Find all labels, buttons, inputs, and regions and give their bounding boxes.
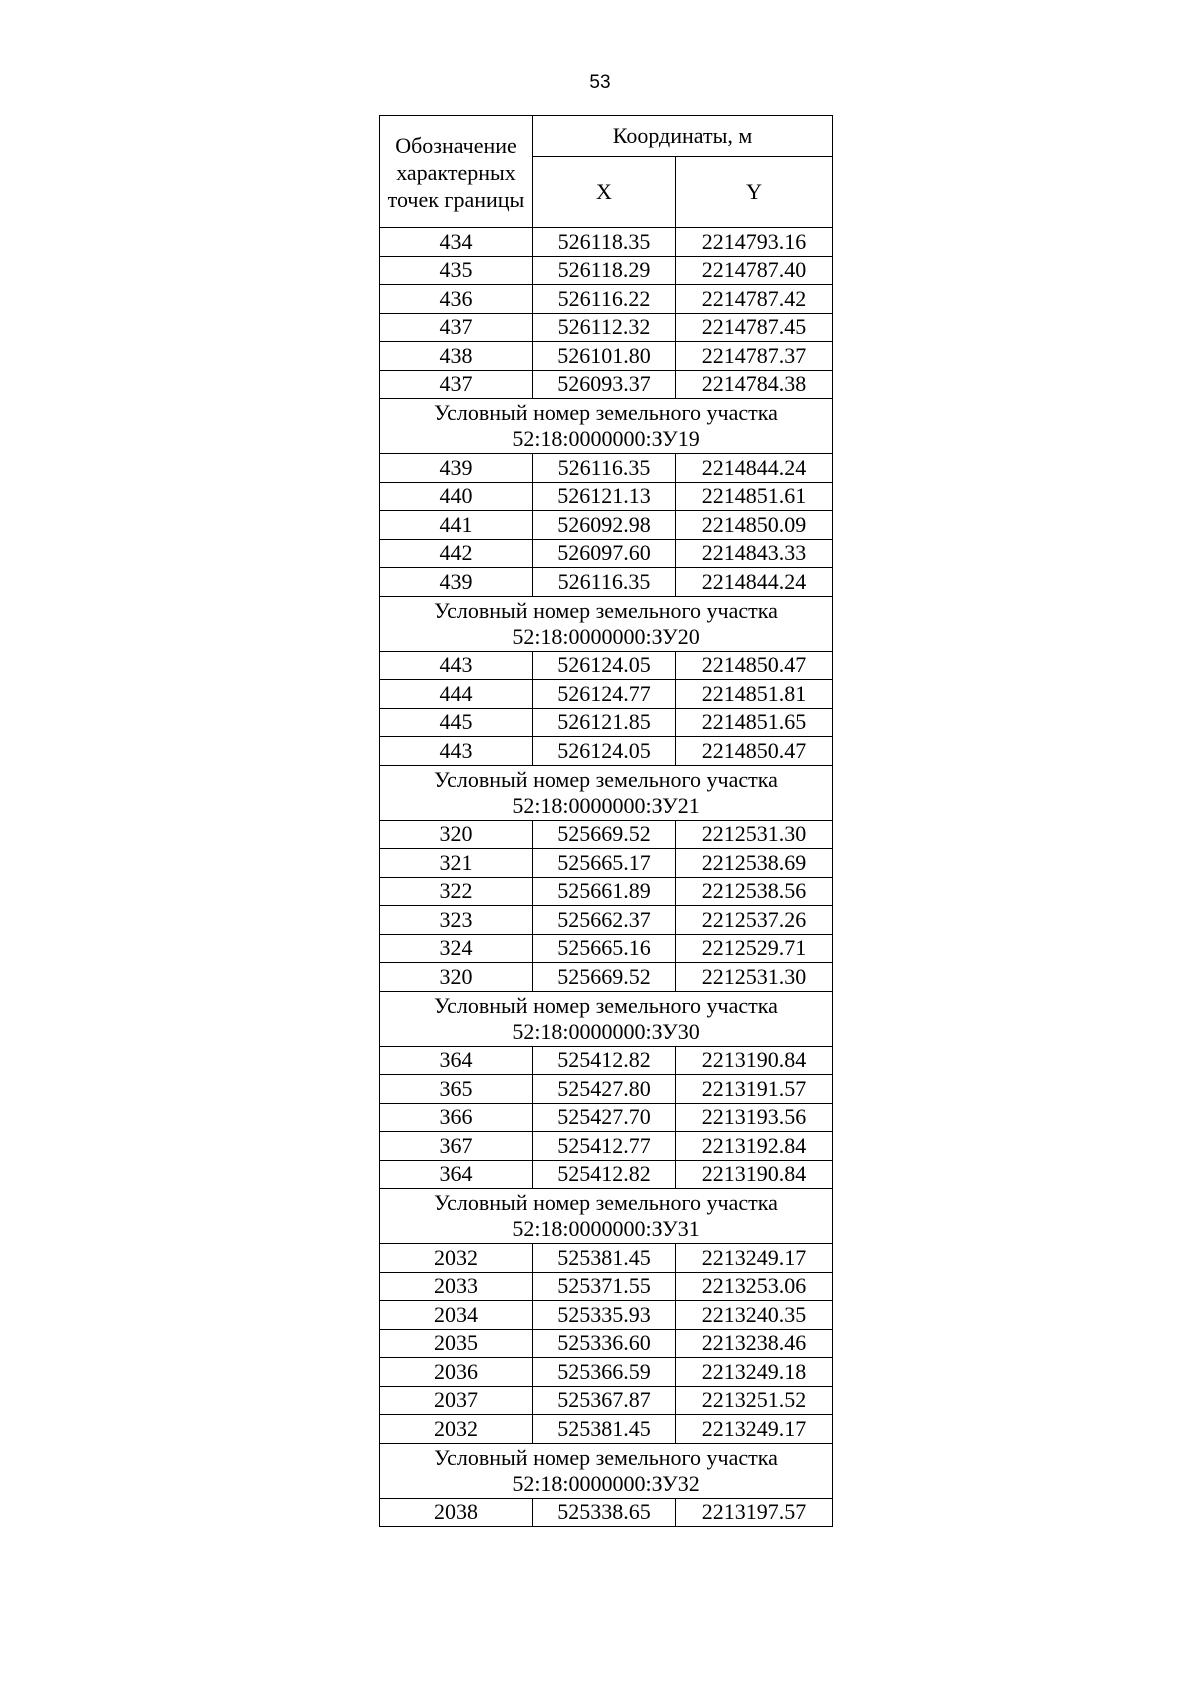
x-cell: 525412.82: [533, 1160, 676, 1189]
y-cell: 2214850.09: [676, 511, 833, 540]
table-row: [380, 1075, 833, 1104]
table-row: [380, 1272, 833, 1301]
y-cell: 2213238.46: [676, 1329, 833, 1358]
y-cell: 2213190.84: [676, 1160, 833, 1189]
table-row: [380, 934, 833, 963]
y-cell: 2214850.47: [676, 651, 833, 680]
point-cell: 435: [380, 256, 533, 285]
table-row: [380, 482, 833, 511]
section-prefix: Условный номер земельного участка: [434, 400, 778, 425]
point-cell: 2032: [380, 1244, 533, 1273]
y-cell: 2213249.17: [676, 1244, 833, 1273]
section-cadastral-number: 52:18:0000000:ЗУ20: [512, 623, 700, 649]
x-cell: 526121.85: [533, 708, 676, 737]
x-cell: 526093.37: [533, 370, 676, 399]
x-cell: 525661.89: [533, 877, 676, 906]
x-cell: 525669.52: [533, 963, 676, 992]
x-cell: 525338.65: [533, 1498, 676, 1527]
point-cell: 438: [380, 342, 533, 371]
point-cell: 323: [380, 906, 533, 935]
y-cell: 2214851.61: [676, 482, 833, 511]
table-row: [380, 256, 833, 285]
table-row: [380, 1329, 833, 1358]
y-cell: 2214844.24: [676, 454, 833, 483]
table-row: [380, 651, 833, 680]
point-cell: 321: [380, 849, 533, 878]
y-cell: 2212538.56: [676, 877, 833, 906]
y-cell: 2212531.30: [676, 820, 833, 849]
section-cadastral-number: 52:18:0000000:ЗУ19: [512, 426, 700, 451]
point-cell: 2033: [380, 1272, 533, 1301]
section-prefix: Условный номер земельного участка: [434, 1444, 778, 1470]
table-row: [380, 568, 833, 597]
table-row: [380, 228, 833, 257]
y-cell: 2213197.57: [676, 1498, 833, 1527]
header-x: X: [533, 157, 676, 228]
point-cell: 320: [380, 963, 533, 992]
header-coordinates: Координаты, м: [533, 116, 833, 157]
y-cell: 2213249.17: [676, 1415, 833, 1444]
point-cell: 436: [380, 285, 533, 314]
y-cell: 2213193.56: [676, 1103, 833, 1132]
point-cell: 444: [380, 680, 533, 709]
table-row: [380, 1103, 833, 1132]
y-cell: 2214851.65: [676, 708, 833, 737]
x-cell: 525427.70: [533, 1103, 676, 1132]
x-cell: 525371.55: [533, 1272, 676, 1301]
point-cell: 437: [380, 313, 533, 342]
table-row: [380, 708, 833, 737]
x-cell: 526112.32: [533, 313, 676, 342]
table-row: [380, 1046, 833, 1075]
point-cell: 364: [380, 1160, 533, 1189]
point-cell: 364: [380, 1046, 533, 1075]
y-cell: 2214850.47: [676, 737, 833, 766]
table-row: [380, 342, 833, 371]
section-row: [380, 1189, 833, 1244]
section-prefix: Условный номер земельного участка: [434, 1190, 778, 1215]
x-cell: 526118.29: [533, 256, 676, 285]
y-cell: 2214843.33: [676, 539, 833, 568]
y-cell: 2212529.71: [676, 934, 833, 963]
table-row: [380, 963, 833, 992]
point-cell: 2036: [380, 1358, 533, 1387]
y-cell: 2213240.35: [676, 1301, 833, 1330]
x-cell: 525412.82: [533, 1046, 676, 1075]
point-cell: 365: [380, 1075, 533, 1104]
section-title: [380, 1443, 833, 1498]
y-cell: 2212531.30: [676, 963, 833, 992]
y-cell: 2213191.57: [676, 1075, 833, 1104]
point-cell: 441: [380, 511, 533, 540]
point-cell: 445: [380, 708, 533, 737]
y-cell: 2213253.06: [676, 1272, 833, 1301]
x-cell: 525665.17: [533, 849, 676, 878]
table-row: [380, 1132, 833, 1161]
table-row: [380, 539, 833, 568]
table-row: [380, 877, 833, 906]
point-cell: 322: [380, 877, 533, 906]
point-cell: 440: [380, 482, 533, 511]
section-title: [380, 1189, 833, 1244]
section-prefix: Условный номер земельного участка: [434, 766, 778, 792]
x-cell: 525412.77: [533, 1132, 676, 1161]
x-cell: 525366.59: [533, 1358, 676, 1387]
table-row: [380, 1386, 833, 1415]
table-row: [380, 737, 833, 766]
section-cadastral-number: 52:18:0000000:ЗУ32: [512, 1470, 700, 1496]
y-cell: 2212538.69: [676, 849, 833, 878]
section-row: [380, 1443, 833, 1498]
x-cell: 526121.13: [533, 482, 676, 511]
table-header: [380, 116, 833, 228]
section-title: [380, 399, 833, 454]
x-cell: 526116.22: [533, 285, 676, 314]
x-cell: 526116.35: [533, 454, 676, 483]
section-cadastral-number: 52:18:0000000:ЗУ21: [512, 792, 700, 818]
coordinates-table: [379, 115, 833, 1527]
x-cell: 526101.80: [533, 342, 676, 371]
x-cell: 525381.45: [533, 1244, 676, 1273]
point-cell: 2038: [380, 1498, 533, 1527]
section-cadastral-number: 52:18:0000000:ЗУ31: [512, 1216, 700, 1241]
point-cell: 2035: [380, 1329, 533, 1358]
point-cell: 324: [380, 934, 533, 963]
table-row: [380, 1244, 833, 1273]
section-title: [380, 596, 833, 651]
section-cadastral-number: 52:18:0000000:ЗУ30: [512, 1018, 700, 1044]
point-cell: 2032: [380, 1415, 533, 1444]
point-cell: 367: [380, 1132, 533, 1161]
table-row: [380, 906, 833, 935]
x-cell: 526097.60: [533, 539, 676, 568]
section-title: [380, 991, 833, 1046]
header-y: Y: [676, 157, 833, 228]
table-row: [380, 680, 833, 709]
y-cell: 2213249.18: [676, 1358, 833, 1387]
x-cell: 526116.35: [533, 568, 676, 597]
x-cell: 526124.77: [533, 680, 676, 709]
point-cell: 439: [380, 568, 533, 597]
table-row: [380, 820, 833, 849]
section-row: [380, 991, 833, 1046]
point-cell: 2037: [380, 1386, 533, 1415]
table-row: [380, 454, 833, 483]
table-row: [380, 370, 833, 399]
table-row: [380, 1301, 833, 1330]
x-cell: 526092.98: [533, 511, 676, 540]
y-cell: 2212537.26: [676, 906, 833, 935]
y-cell: 2213190.84: [676, 1046, 833, 1075]
y-cell: 2214787.37: [676, 342, 833, 371]
header-point-designation: Обозначение характерных точек границы: [380, 116, 533, 228]
y-cell: 2214851.81: [676, 680, 833, 709]
y-cell: 2214787.40: [676, 256, 833, 285]
section-prefix: Условный номер земельного участка: [434, 597, 778, 623]
point-cell: 443: [380, 651, 533, 680]
point-cell: 434: [380, 228, 533, 257]
y-cell: 2214784.38: [676, 370, 833, 399]
section-row: [380, 596, 833, 651]
point-cell: 320: [380, 820, 533, 849]
x-cell: 525336.60: [533, 1329, 676, 1358]
y-cell: 2214787.45: [676, 313, 833, 342]
x-cell: 525427.80: [533, 1075, 676, 1104]
y-cell: 2214844.24: [676, 568, 833, 597]
point-cell: 2034: [380, 1301, 533, 1330]
table-body: [380, 228, 833, 1527]
table-row: [380, 285, 833, 314]
x-cell: 525669.52: [533, 820, 676, 849]
section-title: [380, 765, 833, 820]
x-cell: 526124.05: [533, 651, 676, 680]
point-cell: 437: [380, 370, 533, 399]
point-cell: 442: [380, 539, 533, 568]
page-number: 53: [589, 72, 611, 93]
point-cell: 439: [380, 454, 533, 483]
table-row: [380, 511, 833, 540]
point-cell: 443: [380, 737, 533, 766]
x-cell: 525662.37: [533, 906, 676, 935]
x-cell: 526118.35: [533, 228, 676, 257]
table-row: [380, 1415, 833, 1444]
x-cell: 525367.87: [533, 1386, 676, 1415]
y-cell: 2214787.42: [676, 285, 833, 314]
x-cell: 526124.05: [533, 737, 676, 766]
y-cell: 2213251.52: [676, 1386, 833, 1415]
section-row: [380, 399, 833, 454]
y-cell: 2214793.16: [676, 228, 833, 257]
x-cell: 525381.45: [533, 1415, 676, 1444]
point-cell: 366: [380, 1103, 533, 1132]
x-cell: 525665.16: [533, 934, 676, 963]
table-row: [380, 1498, 833, 1527]
section-row: [380, 765, 833, 820]
table-row: [380, 1358, 833, 1387]
table-row: [380, 1160, 833, 1189]
table-row: [380, 849, 833, 878]
table-row: [380, 313, 833, 342]
x-cell: 525335.93: [533, 1301, 676, 1330]
section-prefix: Условный номер земельного участка: [434, 992, 778, 1018]
y-cell: 2213192.84: [676, 1132, 833, 1161]
